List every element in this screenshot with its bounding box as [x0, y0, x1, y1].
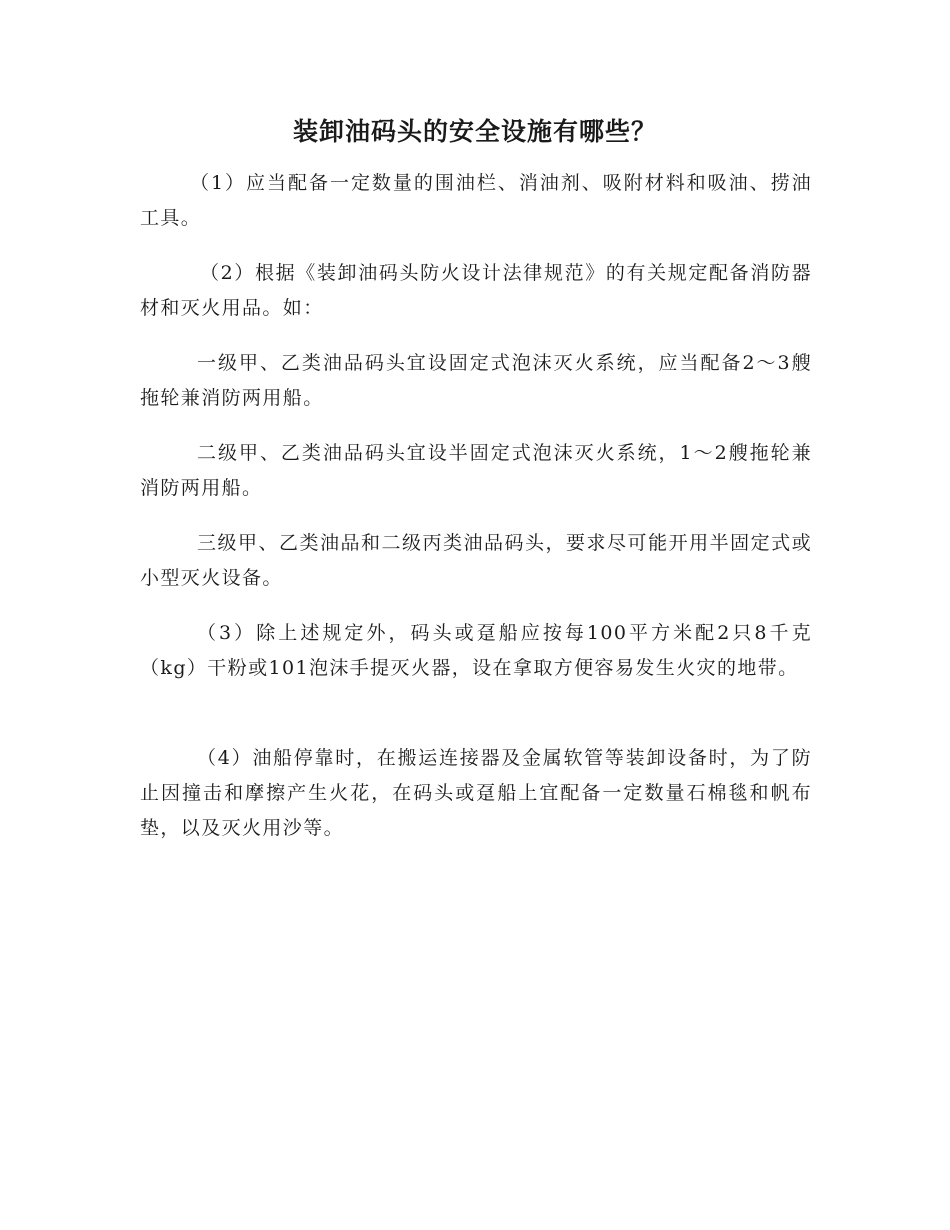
paragraph-7: （4）油船停靠时，在搬运连接器及金属软管等装卸设备时，为了防止因撞击和摩擦产生火花，在码头或趸船上宜配备一定数量石棉毯和帆布垫，以及灭火用沙等。 [140, 747, 812, 839]
paragraph-6: （3）除上述规定外，码头或趸船应按每100平方米配2只8千克（kg）干粉或101泡沫手提灭火器，设在拿取方便容易发生火灾的地带。 [140, 622, 812, 679]
paragraph-3: 一级甲、乙类油品码头宜设固定式泡沫灭火系统，应当配备2～3艘拖轮兼消防两用船。 [140, 352, 812, 409]
paragraph-2: （2）根据《装卸油码头防火设计法律规范》的有关规定配备消防器材和灭火用品。如： [140, 262, 812, 319]
document-title: 装卸油码头的安全设施有哪些？ [292, 117, 657, 146]
paragraph-5: 三级甲、乙类油品和二级丙类油品码头，要求尽可能开用半固定式或小型灭火设备。 [140, 532, 812, 589]
paragraph-4: 二级甲、乙类油品码头宜设半固定式泡沫灭火系统，1～2艘拖轮兼消防两用船。 [140, 442, 812, 499]
paragraph-1: （1）应当配备一定数量的围油栏、消油剂、吸附材料和吸油、捞油工具。 [140, 172, 812, 229]
